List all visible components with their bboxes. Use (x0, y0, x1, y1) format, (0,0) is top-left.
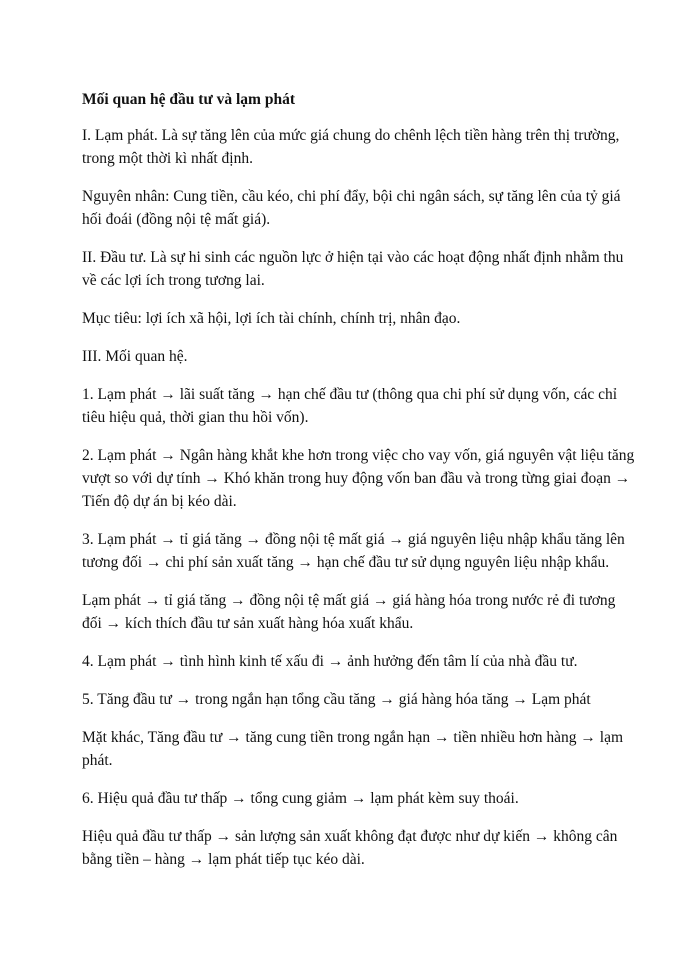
paragraph-point-2: 2. Lạm phát → Ngân hàng khắt khe hơn trong việc cho vay vốn, giá nguyên vật liệu tăng vượt so với dự tính → Khó khăn trong huy động vốn ban đầu và trong từng giai đoạn → Tiến độ dự án bị kéo dài. (82, 447, 635, 510)
paragraph-investment-definition: II. Đầu tư. Là sự hi sinh các nguồn lực ở hiện tại vào các hoạt động nhất định nhằm thu về các lợi ích trong tương lai. (82, 249, 624, 289)
paragraph-inflation-definition: I. Lạm phát. Là sự tăng lên của mức giá chung do chênh lệch tiền hàng trên thị trường, trong một thời kì nhất định. (82, 127, 620, 167)
paragraph-point-6-continued: Hiệu quả đầu tư thấp → sản lượng sản xuất không đạt được như dự kiến → không cân bằng tiền – hàng → lạm phát tiếp tục kéo dài. (82, 828, 618, 868)
paragraph-point-3: 3. Lạm phát → tỉ giá tăng → đồng nội tệ mất giá → giá nguyên liệu nhập khẩu tăng lên tương đối → chi phí sản xuất tăng → hạn chế đầu tư sử dụng nguyên liệu nhập khẩu. (82, 531, 625, 571)
paragraph-investment-goals: Mục tiêu: lợi ích xã hội, lợi ích tài chính, chính trị, nhân đạo. (82, 310, 461, 327)
document-title: Mối quan hệ đầu tư và lạm phát (82, 91, 295, 108)
paragraph-point-4: 4. Lạm phát → tình hình kinh tế xấu đi → ảnh hưởng đến tâm lí của nhà đầu tư. (82, 653, 578, 670)
paragraph-inflation-causes: Nguyên nhân: Cung tiền, cầu kéo, chi phí đẩy, bội chi ngân sách, sự tăng lên của tỷ giá hối đoái (đồng nội tệ mất giá). (82, 188, 621, 228)
section-heading-relationship: III. Mối quan hệ. (82, 348, 188, 365)
paragraph-point-5-continued: Mặt khác, Tăng đầu tư → tăng cung tiền trong ngắn hạn → tiền nhiều hơn hàng → lạm phát. (82, 729, 624, 769)
paragraph-point-6: 6. Hiệu quả đầu tư thấp → tổng cung giảm → lạm phát kèm suy thoái. (82, 790, 519, 807)
paragraph-point-5: 5. Tăng đầu tư → trong ngắn hạn tổng cầu tăng → giá hàng hóa tăng → Lạm phát (82, 691, 591, 708)
paragraph-point-3-continued: Lạm phát → tỉ giá tăng → đồng nội tệ mất giá → giá hàng hóa trong nước rẻ đi tương đối → kích thích đầu tư sản xuất hàng hóa xuất khẩu. (82, 592, 616, 632)
paragraph-point-1: 1. Lạm phát → lãi suất tăng → hạn chế đầu tư (thông qua chi phí sử dụng vốn, các chỉ tiêu hiệu quả, thời gian thu hồi vốn). (82, 386, 618, 426)
